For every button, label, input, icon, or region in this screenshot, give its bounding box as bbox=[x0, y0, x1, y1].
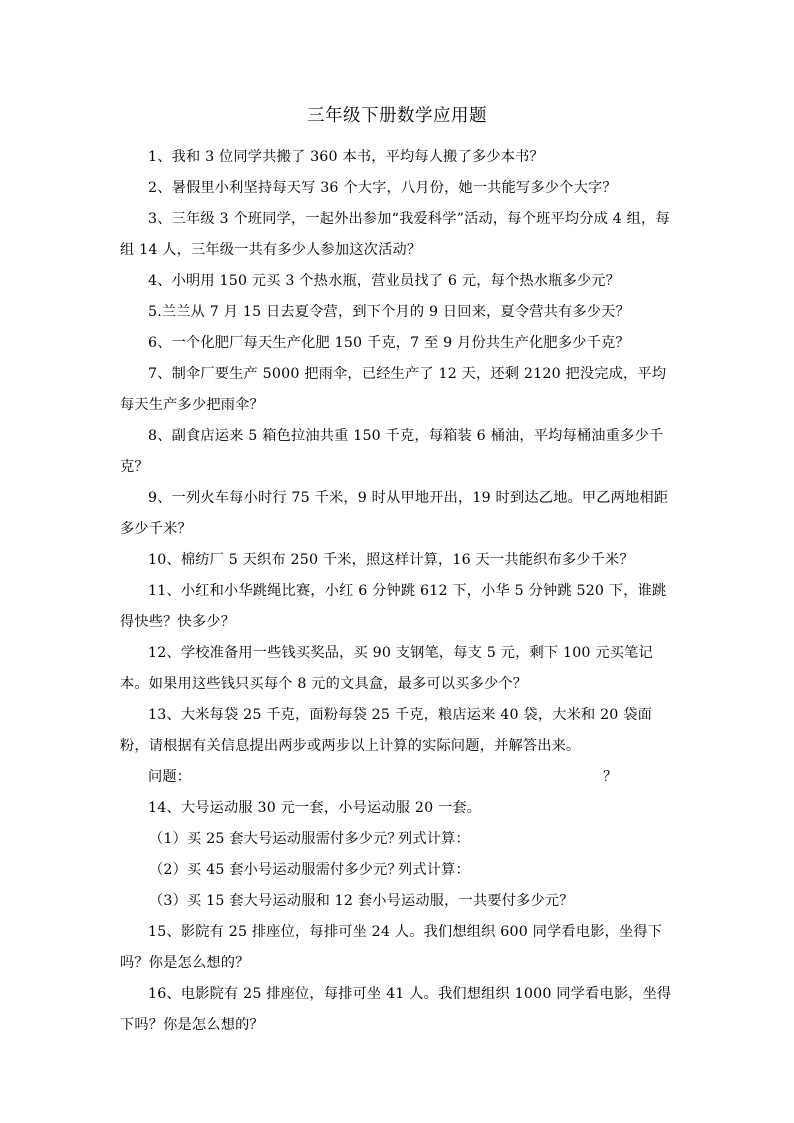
problem-3: 3、三年级 3 个班同学，一起外出参加“我爱科学”活动，每个班平均分成 4 组，每组 14 人，三年级一共有多少人参加这次活动？ bbox=[120, 211, 670, 258]
problem-5: 5.兰兰从 7 月 15 日去夏令营，到下个月的 9 日回来，夏令营共有多少天？ bbox=[148, 304, 630, 320]
problem-7: 7、制伞厂要生产 5000 把雨伞，已经生产了 12 天，还剩 2120 把没完成，平均每天生产多少把雨伞？ bbox=[120, 366, 667, 413]
problem-2: 2、暑假里小利坚持每天写 36 个大字，八月份，她一共能写多少个大字？ bbox=[148, 180, 617, 196]
problem-10: 10、棉纺厂 5 天织布 250 千米，照这样计算，16 天一共能织布多少千米？ bbox=[148, 552, 634, 568]
question-mark: ？ bbox=[603, 769, 618, 785]
problem-9: 9、一列火车每小时行 75 千米，9 时从甲地开出，19 时到达乙地。甲乙两地相距多少千米？ bbox=[120, 490, 669, 537]
problem-16: 16、电影院有 25 排座位，每排可坐 41 人。我们想组织 1000 同学看电影，坐得下吗？你是怎么想的？ bbox=[120, 986, 672, 1033]
problem-14-sub-2 bbox=[120, 855, 680, 886]
calc-label-2: 列式计算： bbox=[398, 862, 470, 878]
sub-question-3: （3）买 15 套大号运动服和 12 套小号运动服，一共要付多少元？ bbox=[149, 893, 574, 909]
problem-14: 14、大号运动服 30 元一套，小号运动服 20 一套。 bbox=[148, 800, 482, 816]
question-label: 问题： bbox=[148, 769, 192, 785]
problem-8: 8、副食店运来 5 箱色拉油共重 150 千克，每箱装 6 桶油，平均每桶油重多少千克？ bbox=[120, 428, 664, 475]
sub-question-2: （2）买 45 套小号运动服需付多少元？ bbox=[149, 862, 402, 878]
question-answer-line bbox=[120, 762, 680, 793]
problem-14-sub-3 bbox=[120, 886, 680, 917]
problem-6: 6、一个化肥厂每天生产化肥 150 千克，7 至 9 月份共生产化肥多少千克？ bbox=[148, 335, 630, 351]
sub-question-1: （1）买 25 套大号运动服需付多少元？ bbox=[149, 831, 402, 847]
problem-11: 11、小红和小华跳绳比赛，小红 6 分钟跳 612 下，小华 5 分钟跳 520 下，谁跳得快些？快多少？ bbox=[120, 583, 667, 630]
page-title: 三年级下册数学应用题 bbox=[307, 106, 487, 126]
problem-13: 13、大米每袋 25 千克，面粉每袋 25 千克，粮店运来 40 袋，大米和 20 袋面粉，请根据有关信息提出两步或两步以上计算的实际问题，并解答出来。 bbox=[120, 707, 653, 754]
problem-4: 4、小明用 150 元买 3 个热水瓶，营业员找了 6 元，每个热水瓶多少元？ bbox=[148, 273, 621, 289]
problem-15: 15、影院有 25 排座位，每排可坐 24 人。我们想组织 600 同学看电影，坐得下吗？你是怎么想的？ bbox=[120, 924, 663, 971]
problem-14-sub-1 bbox=[120, 824, 680, 855]
problem-1: 1、我和 3 位同学共搬了 360 本书，平均每人搬了多少本书？ bbox=[148, 149, 544, 165]
problem-12: 12、学校准备用一些钱买奖品，买 90 支钢笔，每支 5 元，剩下 100 元买笔记本。如果用这些钱只买每个 8 元的文具盒，最多可以买多少个？ bbox=[120, 645, 653, 692]
calc-label-1: 列式计算： bbox=[398, 831, 470, 847]
problem-list bbox=[120, 142, 680, 1041]
